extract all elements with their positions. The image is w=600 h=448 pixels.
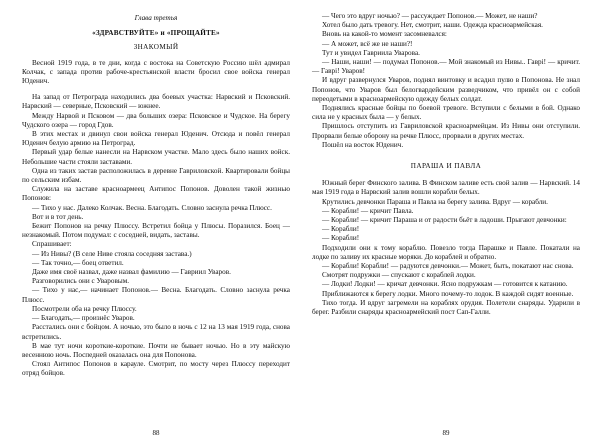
paragraph: — Корабли! — кричит Параша и от радости бьёт в ладоши. Прыгают девчонки: bbox=[322, 216, 567, 225]
paragraph: — Наши, наши! — подумал Попонов.— Мой знакомый из Нивы.. Гаврі! — кричит.— Гаврі! Уваров! bbox=[312, 58, 580, 76]
paragraph: Подходили они к тому кораблю. Повезло тогда Парашке и Павле. Покатали на лодке по заливу их красные моряки. До кораблей и обратно. bbox=[312, 243, 580, 261]
paragraph: Тут и увидел Гавриила Уварова. bbox=[322, 48, 420, 57]
paragraph: В этих местах и двинул свои войска генерал Юденич. Отсюда и повёл генерал Юденич белую армию на Петроград. bbox=[22, 130, 290, 148]
paragraph: Посмотрели оба на речку Плюссу. bbox=[32, 304, 137, 313]
paragraph: Приближаются к берегу лодки. Много почему-то лодок. В каждой сидят военные. bbox=[322, 289, 574, 298]
right-page bbox=[312, 12, 580, 442]
paragraph: Поднялись красные бойцы по боевой тревоге. Вступили с белыми в бой. Однако сила не у красных была — у белых. bbox=[312, 104, 580, 122]
paragraph: Первый удар белые нанесли на Нарвском участке. Мало здесь было наших войск. Небольшие части стояли заставами. bbox=[22, 148, 290, 166]
paragraph: Вот и в тот день. bbox=[32, 212, 84, 221]
paragraph: — Тихо у нас. Далеко Колчак. Весна. Благодать. Словно заснула речка Плюсс. bbox=[32, 203, 272, 212]
paragraph: Расстались они с бойцом. А ночью, это было в ночь с 12 на 13 мая 1919 года, снова встретились. bbox=[22, 323, 290, 341]
paragraph: Стоял Антипос Попонов в карауле. Смотрит, по мосту через Плюссу переходит отряд бойцов. bbox=[22, 360, 290, 378]
paragraph: На запад от Петрограда находились два боевых участка: Нарвский и Псковский. Нарвский — северные, Псковский — южнее. bbox=[22, 93, 290, 111]
paragraph: — Лодки! Лодки! — кричат девчонки. Ясно подружкам — готовится к катанию. bbox=[322, 280, 568, 289]
paragraph: — Так точно,— боец ответил. bbox=[32, 258, 124, 267]
paragraph: Пошёл на восток Юденич. bbox=[322, 140, 404, 149]
paragraph: — Тихо у нас,— начинает Попонов.— Весна. Благодать. Словно заснула речка Плюсс. bbox=[22, 286, 290, 304]
paragraph: — Из Нивы? (В селе Ниве стояла соседняя застава.) bbox=[32, 249, 192, 258]
paragraph: Одна из таких застав расположилась в деревне Гавриловской. Квартировали бойцы по сельским избам. bbox=[22, 166, 290, 185]
paragraph: Крутились девчонки Параша и Павла на берегу залива. Вдруг — корабли. bbox=[322, 197, 548, 206]
paragraph: И вдруг развернулся Уваров, поднял винтовку и всадил пулю в Попонова. Не знал Попонов, что Уваров был белогвардейским разведчиком, что привёл он с собой переодетыми в красноармейскую одежду белых солдат. bbox=[312, 76, 580, 103]
paragraph: — Корабли! Корабли! — радуются девчонки.— Может, быть, покатают нас снова. bbox=[322, 262, 574, 271]
paragraph: Пришлось отступить из Гавриловской красноармейцам. Из Нивы они отступили. Прорвали белые оборону на речке Плюсс, прорвали в других местах. bbox=[312, 122, 580, 140]
paragraph: Смотрят подружки — спускают с кораблей лодки. bbox=[322, 271, 476, 280]
left-page bbox=[22, 12, 290, 442]
paragraph: Служила на заставе красноармеец Антипос Попонов. Доволен такой жизнью Попонов: bbox=[22, 185, 290, 203]
paragraph: В мае тут ночи короткие-короткие. Почти не бывает ночью. Но в эту майскую весеннюю ночь. Поспедней оказалась она для Попонова. bbox=[22, 341, 290, 359]
paragraph: — Чего это вдруг ночью? — рассуждает Попонов.— Может, не наши? bbox=[322, 12, 538, 20]
paragraph: — А может, всё же не наши?! bbox=[322, 39, 413, 48]
paragraph: — Корабли! bbox=[322, 225, 360, 234]
chapter-label: Глава третья bbox=[134, 14, 178, 22]
paragraph: Бежит Попонов на речку Плюссу. Встретил бойца у Плюсы. Поразился. Боец — незнакомый. Потом подумал: с соседней, видать, заставы. bbox=[22, 222, 290, 240]
chapter-title: «ЗДРАВСТВУЙТЕ» и «ПРОЩАЙТЕ» bbox=[92, 29, 220, 38]
paragraph: Между Нарвой и Псковом — два больших озера: Псковское и Чудское. На берегу Чудского озера — город Гдов. bbox=[22, 111, 290, 129]
paragraph: Хотел было дать тревогу. Нет, смотрит, наши. Одежда красноармейская. bbox=[322, 21, 543, 30]
paragraph: Разговорились они с Уваровым. bbox=[32, 277, 130, 286]
paragraph: Южный берег Финского залива. В Финском заливе есть свой залив — Нарвский. 14 мая 1919 года в Нарвский залив вошли корабли белых. bbox=[312, 179, 580, 197]
paragraph: Даже имя своё назвал, даже назвал фамилию — Гавриил Уваров. bbox=[32, 268, 231, 277]
page-number: 89 bbox=[442, 428, 450, 437]
paragraph: Тихо тогда. И вдруг загремели на кораблях орудия. Полетели снаряды. Ударили в берег. Разбили снаряды красноармейский пост Сап-Галли. bbox=[312, 298, 580, 317]
section-heading: ЗНАКОМЫЙ bbox=[133, 43, 179, 52]
section-heading: ПАРАША И ПАВЛА bbox=[410, 162, 482, 171]
paragraph: — Корабли! — кричит Павла. bbox=[322, 206, 414, 215]
paragraph: — Благодать,— произнёс Уваров. bbox=[32, 314, 135, 323]
paragraph: — Корабли! bbox=[322, 234, 360, 243]
page-number: 88 bbox=[152, 428, 160, 437]
paragraph: Спрашивает: bbox=[32, 240, 72, 249]
paragraph: Весной 1919 года, в те дни, когда с востока на Советскую Россию шёл адмирал Колчак, с запада против рабоче-крестьянской власти бросил свое войска генерал Юденич. bbox=[22, 58, 290, 86]
paragraph: Вновь на какой-то момент засомневался: bbox=[322, 30, 447, 39]
